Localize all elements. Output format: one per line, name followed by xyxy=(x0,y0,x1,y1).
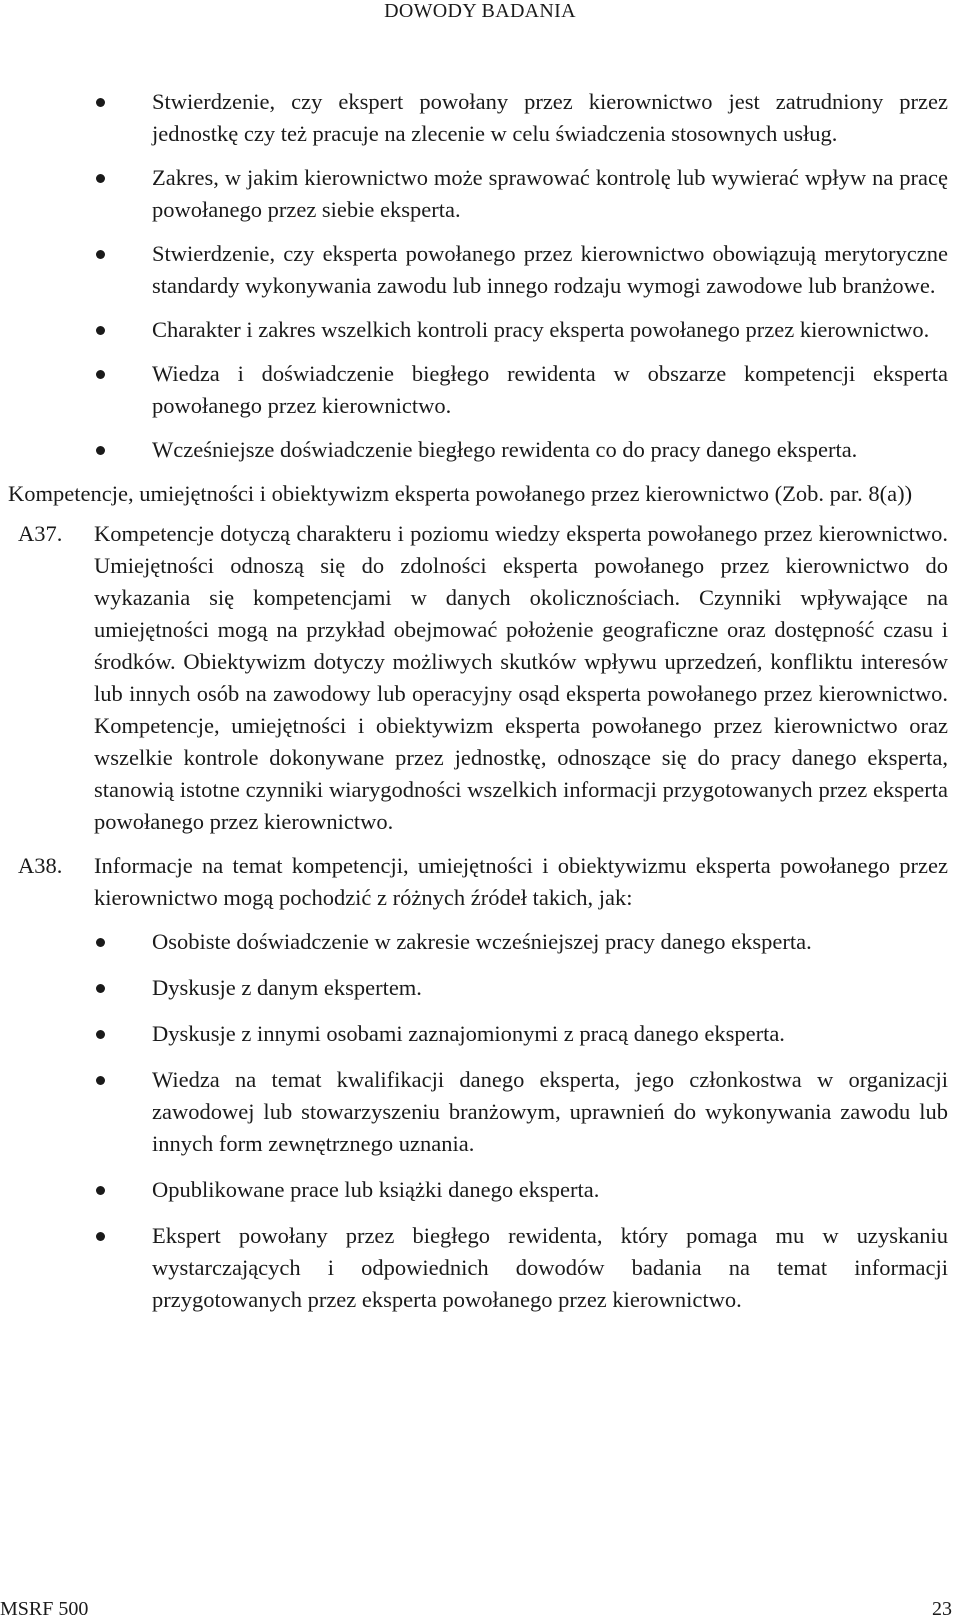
list-item-text: Charakter i zakres wszelkich kontroli pracy eksperta powołanego przez kierownictwo. xyxy=(152,317,930,342)
list-item-text: Wiedza na temat kwalifikacji danego eksperta, jego członkostwa w organizacji zawodowej lub stowarzyszeniu branżowym, uprawnień do wykonywania zawodu lub innych form zewnętrznego uznania. xyxy=(152,1067,948,1156)
list-item xyxy=(8,238,948,302)
page-content xyxy=(8,86,948,1330)
bullet-dot-icon xyxy=(96,250,105,259)
bullet-dot-icon xyxy=(96,1232,105,1241)
list-item-text: Dyskusje z danym ekspertem. xyxy=(152,975,422,1000)
bullet-list-top xyxy=(8,86,948,466)
bullet-dot-icon xyxy=(96,1186,105,1195)
paragraph-number: A38. xyxy=(18,853,63,878)
paragraph-a37 xyxy=(8,518,948,838)
paragraph-text: Kompetencje dotyczą charakteru i poziomu wiedzy eksperta powołanego przez kierownictwo. Umiejętności odnoszą się do zdolności eksperta powołanego przez kierownictwo do wykazania się kompetencjami w danych okolicznościach. Czynniki wpływające na umiejętności mogą na przykład obejmować położenie geograficzne oraz dostępność czasu i środków. Obiektywizm dotyczy możliwych skutków wpływu uprzedzeń, konfliktu interesów lub innych osób na zawodowy lub operacyjny osąd eksperta powołanego przez kierownictwo. Kompetencje, umiejętności i obiektywizm eksperta powołanego przez kierownictwo oraz wszelkie kontrole dokonywane przez jednostkę, odnoszące się do pracy danego eksperta, stanowią istotne czynniki wiarygodności wszelkich informacji przygotowanych przez eksperta powołanego przez kierownictwo. xyxy=(94,521,948,834)
paragraph-number: A37. xyxy=(18,521,63,546)
paragraph-a38 xyxy=(8,850,948,914)
bullet-dot-icon xyxy=(96,984,105,993)
list-item-text: Osobiste doświadczenie w zakresie wcześniejszej pracy danego eksperta. xyxy=(152,929,812,954)
list-item-text: Zakres, w jakim kierownictwo może sprawować kontrolę lub wywierać wpływ na pracę powołanego przez siebie eksperta. xyxy=(152,165,948,222)
list-item-text: Wiedza i doświadczenie biegłego rewidenta w obszarze kompetencji eksperta powołanego przez kierownictwo. xyxy=(152,361,948,418)
page-footer xyxy=(0,1596,960,1623)
bullet-dot-icon xyxy=(96,446,105,455)
list-item-text: Wcześniejsze doświadczenie biegłego rewidenta co do pracy danego eksperta. xyxy=(152,437,858,462)
list-item-text: Ekspert powołany przez biegłego rewidenta, który pomaga mu w uzyskaniu wystarczających i odpowiednich dowodów badania na temat informacji przygotowanych przez eksperta powołanego przez kierownictwo. xyxy=(152,1223,948,1312)
bullet-dot-icon xyxy=(96,98,105,107)
section-heading: Kompetencje, umiejętności i obiektywizm eksperta powołanego przez kierownictwo (Zob. par. 8(a)) xyxy=(8,481,913,506)
list-item xyxy=(8,1174,948,1206)
list-item xyxy=(8,1220,948,1316)
paragraph-text: Informacje na temat kompetencji, umiejętności i obiektywizmu eksperta powołanego przez kierownictwo mogą pochodzić z różnych źródeł takich, jak: xyxy=(94,853,948,910)
bullet-dot-icon xyxy=(96,1030,105,1039)
list-item-text: Opublikowane prace lub książki danego eksperta. xyxy=(152,1177,600,1202)
footer-standard-name: MSRF 500 xyxy=(0,1598,89,1620)
bullet-dot-icon xyxy=(96,326,105,335)
list-item xyxy=(8,358,948,422)
list-item xyxy=(8,972,948,1004)
bullet-dot-icon xyxy=(96,174,105,183)
list-item xyxy=(8,1018,948,1050)
bullet-dot-icon xyxy=(96,370,105,379)
bullet-dot-icon xyxy=(96,1076,105,1085)
bullet-list-sources xyxy=(8,926,948,1316)
list-item-text: Stwierdzenie, czy eksperta powołanego przez kierownictwo obowiązują merytoryczne standardy wykonywania zawodu lub innego rodzaju wymogi zawodowe lub branżowe. xyxy=(152,241,948,298)
list-item-text: Stwierdzenie, czy ekspert powołany przez kierownictwo jest zatrudniony przez jednostkę czy też pracuje na zlecenie w celu świadczenia stosownych usług. xyxy=(152,89,948,146)
page-number: 23 xyxy=(932,1598,952,1620)
list-item xyxy=(8,1064,948,1160)
list-item xyxy=(8,926,948,958)
list-item xyxy=(8,86,948,150)
running-header: DOWODY BADANIA xyxy=(384,0,576,22)
list-item xyxy=(8,314,948,346)
bullet-dot-icon xyxy=(96,938,105,947)
list-item xyxy=(8,434,948,466)
list-item-text: Dyskusje z innymi osobami zaznajomionymi z pracą danego eksperta. xyxy=(152,1021,785,1046)
list-item xyxy=(8,162,948,226)
